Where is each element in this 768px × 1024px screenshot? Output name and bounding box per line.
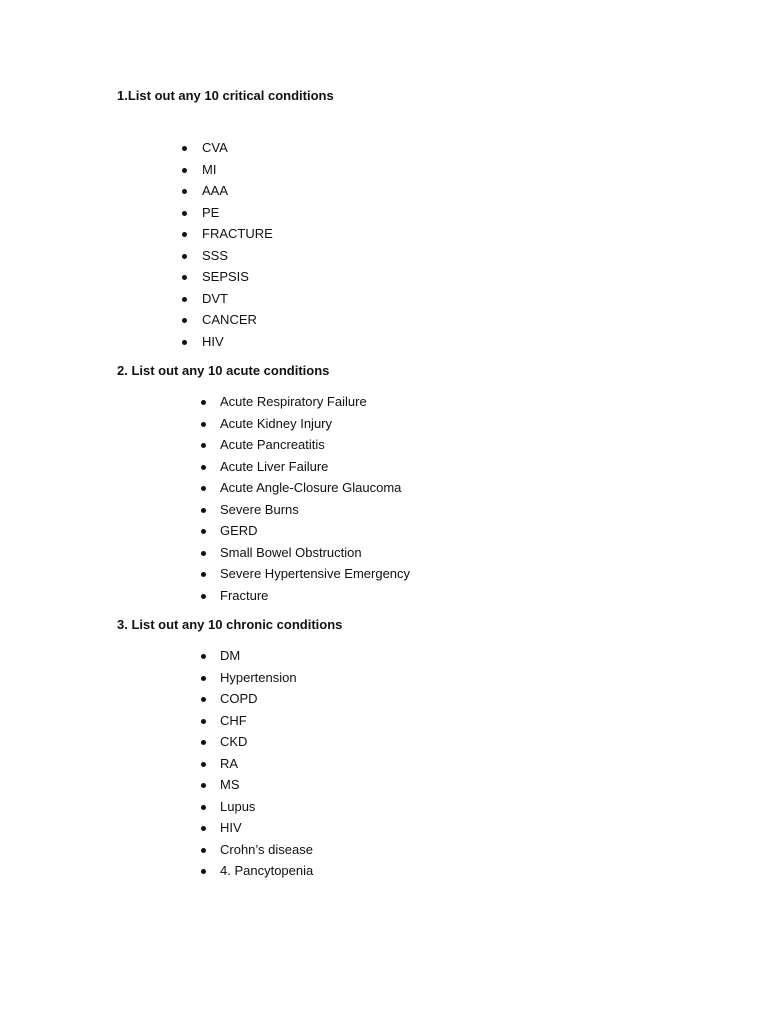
bullet-icon	[201, 805, 206, 810]
list-item-text: DM	[220, 648, 241, 663]
list-item-text: HIV	[202, 333, 224, 349]
bullet-icon	[201, 676, 206, 681]
bullet-icon	[182, 297, 187, 302]
list-item-text: SSS	[202, 247, 229, 263]
bullet-icon	[201, 422, 206, 427]
list-item-text: CHF	[220, 712, 247, 728]
list-item-text: Fracture	[220, 587, 269, 603]
list-item-text: FRACTURE	[202, 226, 273, 241]
list-item-text: Crohn’s disease	[220, 841, 313, 857]
bullet-icon	[201, 400, 206, 405]
list-item-text: Acute Pancreatitis	[220, 437, 325, 452]
bullet-icon	[182, 146, 187, 151]
list-item-text: Acute Respiratory Failure	[220, 394, 367, 409]
bullet-icon	[201, 697, 206, 702]
bullet-icon	[182, 211, 187, 216]
list-item-text: SEPSIS	[202, 269, 249, 284]
bullet-icon	[182, 275, 187, 280]
list-item-text: AAA	[202, 183, 229, 198]
bullet-icon	[201, 529, 206, 534]
list-item-text: Severe Burns	[220, 501, 299, 517]
list-item-text: RA	[220, 755, 239, 771]
bullet-icon	[182, 168, 187, 173]
list-item-text: 4. Pancytopenia	[220, 863, 314, 878]
list-item-text: Hypertension	[220, 669, 297, 685]
bullet-icon	[201, 719, 206, 724]
bullet-icon	[201, 594, 206, 599]
list-item-text: Acute Liver Failure	[220, 458, 329, 474]
bullet-icon	[201, 654, 206, 659]
bullet-icon	[201, 508, 206, 513]
list-item-text: Acute Angle-Closure Glaucoma	[220, 480, 402, 495]
list-item-text: Small Bowel Obstruction	[220, 544, 362, 560]
bullet-icon	[201, 869, 206, 874]
list-item-text: COPD	[220, 691, 258, 706]
bullet-icon	[201, 486, 206, 491]
list-item-text: Acute Kidney Injury	[220, 415, 333, 431]
bullet-icon	[182, 318, 187, 323]
bullet-icon	[182, 189, 187, 194]
bullet-icon	[201, 740, 206, 745]
bullet-icon	[201, 848, 206, 853]
bullet-icon	[201, 551, 206, 556]
bullet-icon	[182, 254, 187, 259]
bullet-icon	[201, 443, 206, 448]
section-heading-chronic: 3. List out any 10 chronic conditions	[117, 617, 343, 632]
bullet-icon	[201, 465, 206, 470]
bullet-icon	[201, 572, 206, 577]
section-heading-critical: 1.List out any 10 critical conditions	[117, 88, 334, 103]
list-item-text: GERD	[220, 523, 258, 538]
list-item-text: HIV	[220, 820, 242, 835]
section-heading-acute: 2. List out any 10 acute conditions	[117, 363, 330, 378]
list-item-text: MI	[202, 161, 217, 177]
bullet-icon	[182, 232, 187, 237]
list-item-text: MS	[220, 777, 240, 792]
bullet-icon	[182, 340, 187, 345]
bullet-icon	[201, 783, 206, 788]
list-item-text: PE	[202, 204, 220, 220]
list-item-text: CANCER	[202, 312, 257, 327]
list-item-text: Lupus	[220, 798, 256, 814]
bullet-icon	[201, 762, 206, 767]
list-item-text: CVA	[202, 140, 228, 155]
list-item-text: DVT	[202, 290, 228, 306]
list-item-text: CKD	[220, 734, 248, 749]
bullet-icon	[201, 826, 206, 831]
list-item-text: Severe Hypertensive Emergency	[220, 566, 411, 581]
